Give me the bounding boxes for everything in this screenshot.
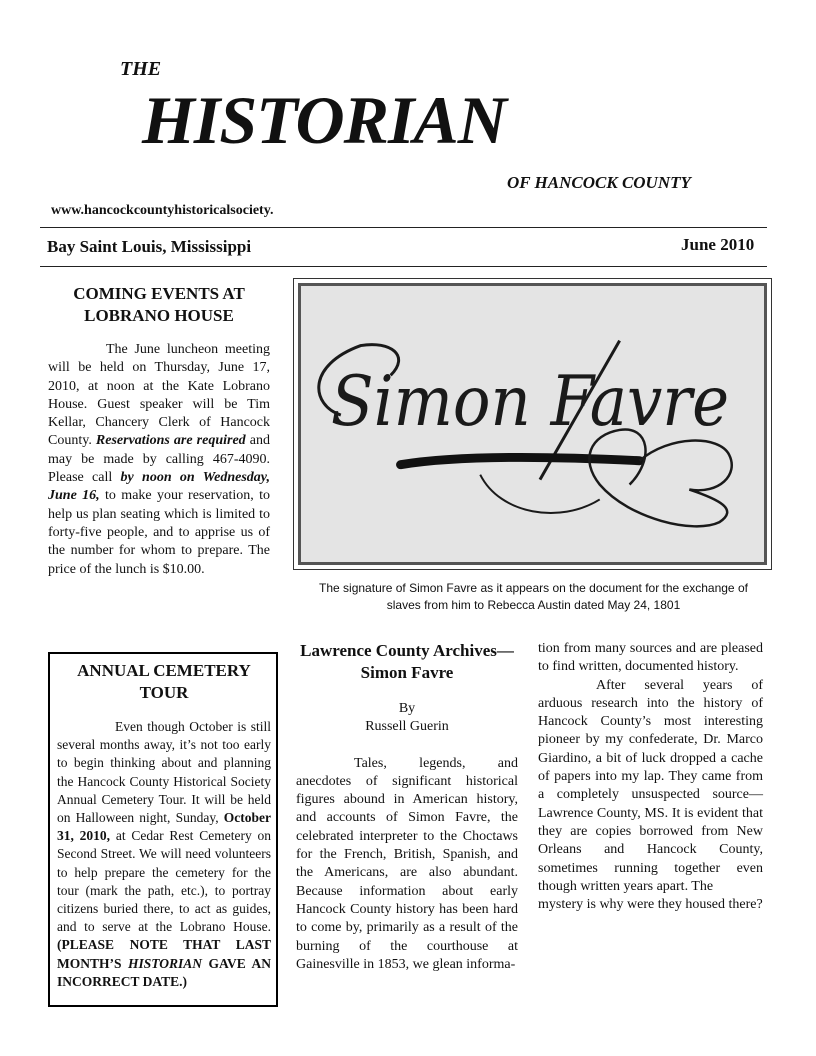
article-column-2 [538, 640, 763, 914]
reservations-required-text: Reservations are required [95, 433, 246, 449]
events-text-3: to make your reservation, to help us plan seating which is limited to forty-five people, and to apprise us of the number for whom to prepare. The price of the lunch is $10.00. [48, 488, 270, 577]
byline-author: Russell Guerin [365, 719, 449, 735]
cemetery-tour-box [48, 652, 278, 1007]
signature-drawing [301, 286, 764, 562]
image-caption: The signature of Simon Favre as it appears on the document for the exchange of slaves from him to Rebecca Austin dated May 24, 1801 [319, 581, 748, 612]
deadline-text: by noon on Wednesday, June 16, [48, 470, 270, 504]
bottom-divider [40, 266, 767, 267]
article-paragraph-4: mystery is why were they housed there? [538, 897, 763, 913]
tour-date-text: October 31, 2010, [57, 810, 271, 844]
tour-note-historian: HISTORIAN [127, 955, 203, 971]
masthead-the: THE [120, 58, 162, 80]
events-text-2: and may be made by calling 467-4090. Please call [48, 433, 270, 486]
article-paragraph-2: tion from many sources and are pleased to find written, documented history. [538, 641, 763, 675]
newsletter-title: HISTORIAN [142, 82, 506, 158]
signature-image-frame [293, 278, 772, 570]
coming-events-heading: COMING EVENTS AT LOBRANO HOUSE [73, 284, 245, 325]
article-paragraph-1: Tales, legends, and anecdotes of significant historical figures abound in American history, and accounts of Simon Favre, the celebrated interpreter to the Choctaws for the French, British, Spanish, and the Americans, are also abundant. Because information about early Hancock County history has been hard to come by, primarily as a result of the burning of the courthouse at Gainesville in 1853, we glean informa- [296, 755, 518, 972]
cemetery-tour-heading: ANNUAL CEMETERY TOUR [77, 661, 251, 702]
article-paragraph-3: After several years of arduous research into the history of Hancock County’s most interesting pioneer by my confederate, Dr. Marco Giardino, a bit of luck dropped a cache of papers into my lap. They came from a completely unsuspected source—Lawrence County, MS. It is evident that they are copies borrowed from New Orleans and Hancock County, sometimes running together even though written years apart. The [538, 677, 763, 894]
events-text-1: The June luncheon meeting will be held on Thursday, June 17, 2010, at noon at the Kate Lobrano House. Guest speaker will be Tim Kellar, Chancery Clerk of Hancock County. [48, 342, 270, 449]
byline-by: By [398, 701, 416, 716]
cemetery-tour-paragraph [57, 718, 271, 991]
coming-events-section [48, 283, 270, 579]
tour-text-2: at Cedar Rest Cemetery on Second Street. We will need volunteers to help prepare the cemetery for the tour (mark the path, etc.), to portray citizens buried there, to act as guides, and to serve at the Lobrano House. [57, 828, 271, 935]
newsletter-subtitle: OF HANCOCK COUNTY [507, 173, 691, 192]
signature-image [298, 283, 767, 565]
top-divider [40, 227, 767, 228]
coming-events-paragraph [48, 341, 270, 579]
tour-note-text-1: (PLEASE NOTE THAT LAST MONTH’S [57, 937, 271, 971]
tour-note-text-2: GAVE AN INCORRECT DATE.) [57, 955, 271, 989]
website-url: www.hancockcountyhistoricalsociety. [51, 203, 274, 218]
tour-text-1: Even though October is still several months away, it’s not too early to begin thinking about and planning the Hancock County Historical Society Annual Cemetery Tour. It will be held on Halloween night, Sunday, [57, 719, 271, 826]
article-heading: Lawrence County Archives—Simon Favre [300, 641, 514, 682]
signature-script: Simon Favre [330, 361, 730, 442]
issue-date: June 2010 [681, 235, 755, 254]
location: Bay Saint Louis, Mississippi [47, 237, 252, 256]
article-column-1 [296, 640, 518, 974]
